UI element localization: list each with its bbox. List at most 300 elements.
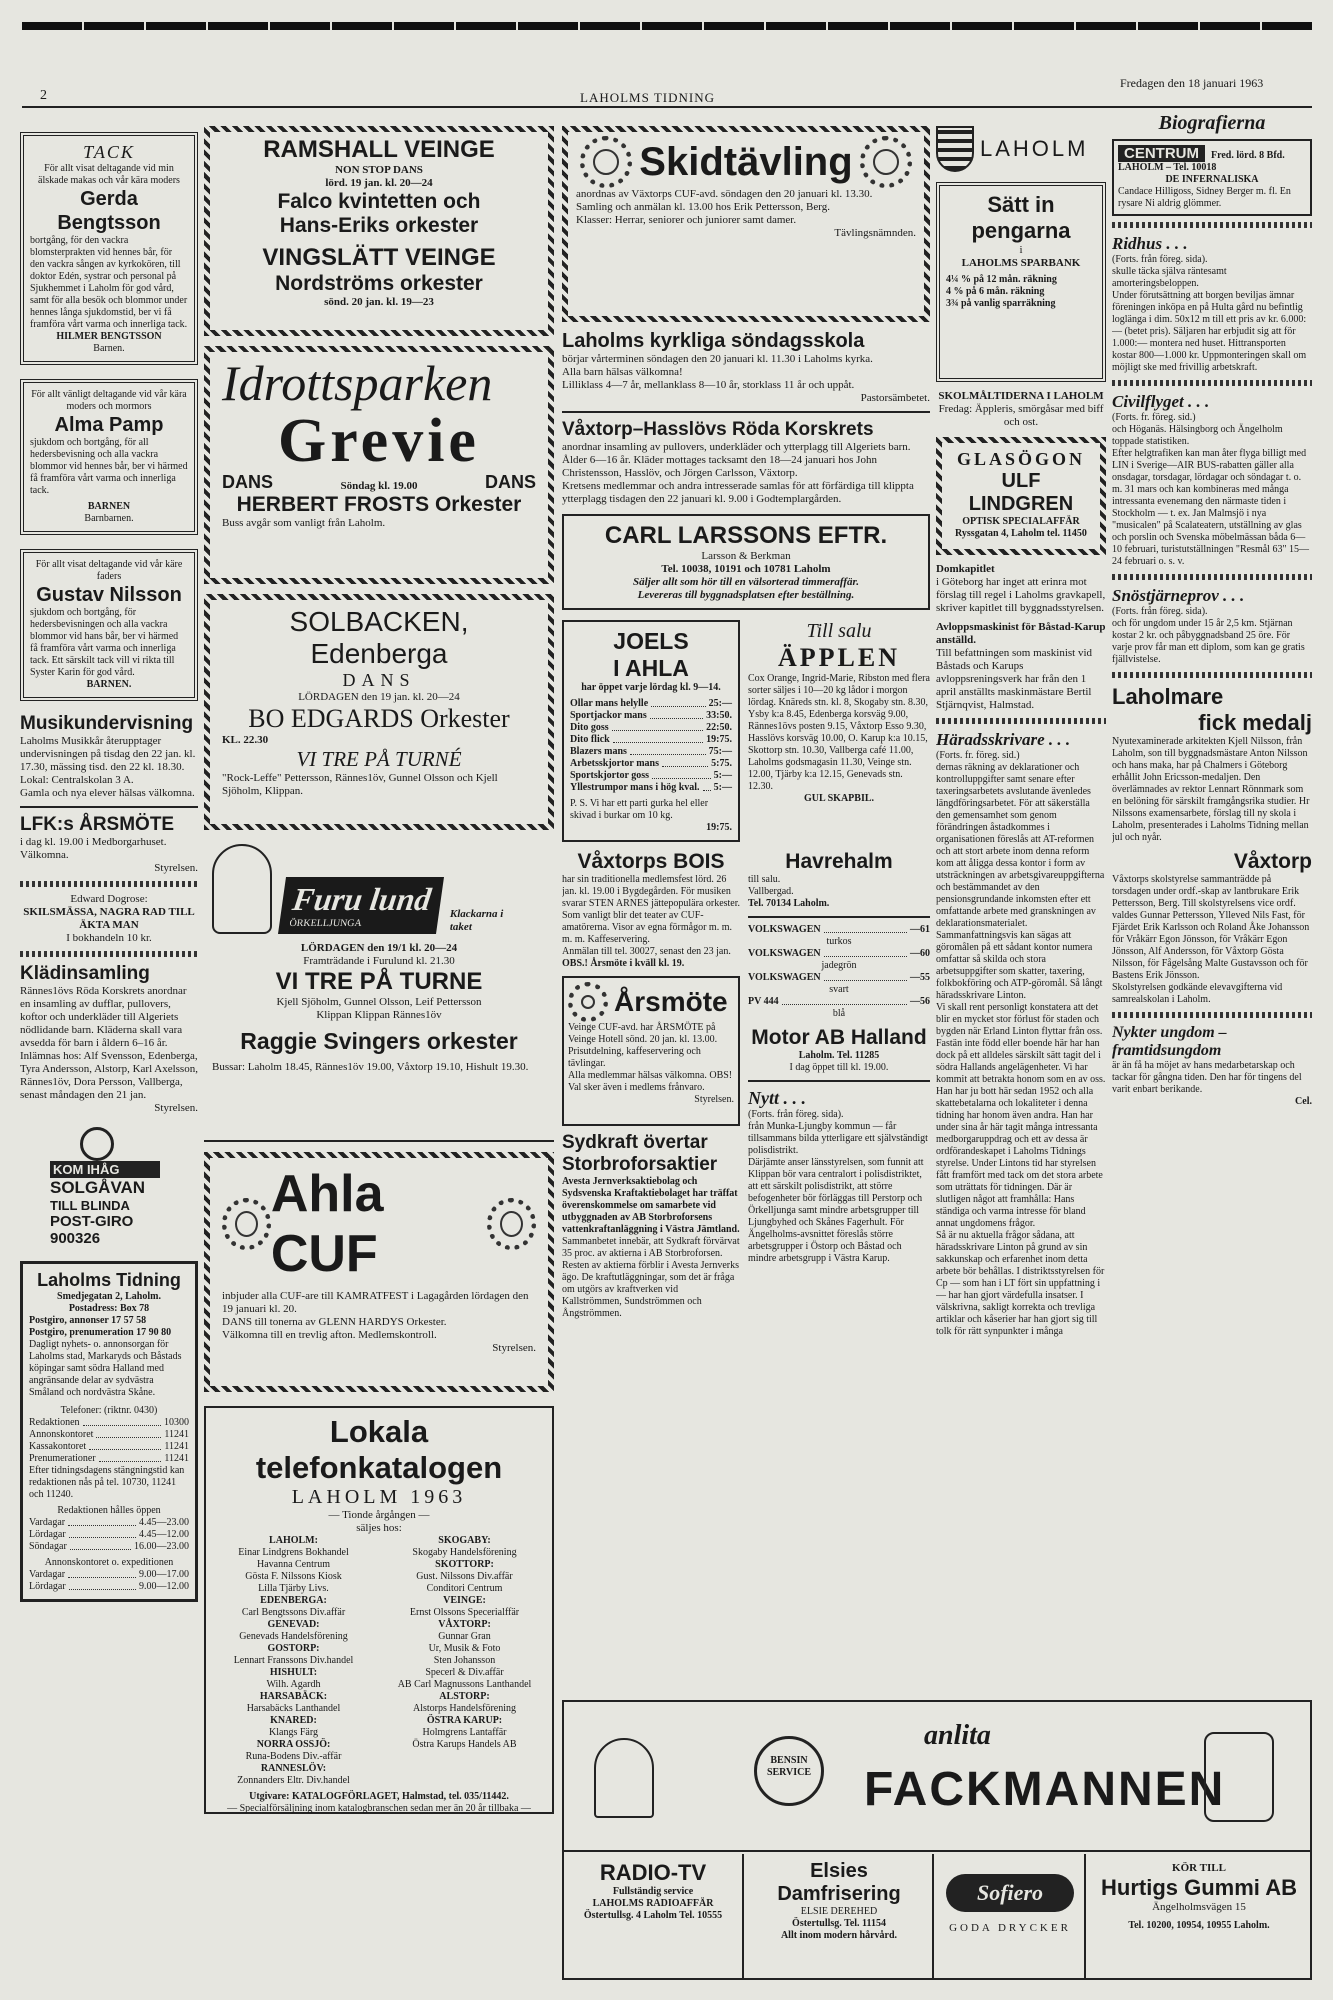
row-leader [69, 1589, 136, 1590]
bois-body-2: Som vanligt blir det teater av CUF-amatörerna. Visor av egna förmågor m. m. m. m. Kaffeservering. [562, 910, 732, 945]
row-label: Redaktionen [29, 1417, 80, 1428]
ramshall-nonstop: NON STOP DANS [335, 164, 423, 176]
avl-body: Till befattningen som maskinist vid Båstads och Karups avloppsreningsverk har från den 1 april anställts maskinmästare Bertil Stjärnqvist, Halmstad. [936, 647, 1093, 711]
hours-heading: Redaktionen hålles öppen [57, 1505, 161, 1516]
row-leader [96, 1437, 161, 1438]
ahla-title: Ahla CUF [270, 1165, 384, 1283]
ahla-body: inbjuder alla CUF-are till KAMRATFEST i Lagagården lördagen den 19 januari kl. 20. [222, 1290, 529, 1315]
bio-heading: Biografierna [1158, 112, 1266, 134]
centrum-cast: Candace Hilligoss, Sidney Berger m. fl. En rysare Ni aldrig glömmer. [1118, 186, 1291, 209]
rid-heading: Ridhus . . . [1112, 234, 1188, 253]
klad-body: Rännes1övs Röda Korskrets anordnar en insamling av dufflar, pullovers, koftor och underkläder till Algeriets nödlidande barn. Kläderna skall vara avsedda för barn i åldern 6–16 år. Inlämnas hos: Alf Svensson, Edenberga, Tyra Andersson, Alstorp, Karl Axelsson, Rännes1öv, Dora Persson, Vallberga, senast måndagen den 21 jan. [20, 985, 198, 1101]
row-label: Annonskontoret [29, 1429, 94, 1440]
hurtigs-phone: Tel. 10200, 10954, 10955 Laholm. [1128, 1920, 1270, 1931]
nytt-heading: Nytt . . . [748, 1088, 806, 1108]
dom-body: i Göteborg har inget att erinra mot förslag till regel i Laholms gravkapell, skriver kapitlet till byggnadsstyrelsen. [936, 576, 1106, 614]
seller-place: VEINGE: [443, 1595, 486, 1606]
sparbank-line-1: Sätt in [987, 192, 1055, 217]
list-row [570, 710, 732, 722]
lt-address: Smedjegatan 2, Laholm. [57, 1291, 161, 1302]
radio-tv-ad [564, 1854, 744, 1978]
row-value: 5:— [713, 770, 732, 781]
row-label: Kassakontoret [29, 1441, 87, 1452]
furulund-show-time: Framträdande i Furulund kl. 21.30 [303, 955, 455, 967]
nytt-continued: (Forts. från föreg. sida). [748, 1109, 844, 1120]
havrehalm-phone: Tel. 70134 Laholm. [748, 898, 830, 909]
solbacken-artists: "Rock-Leffe" Pettersson, Rännes1öv, Gunnel Olsson och Kjell Sjöholm, Klippan. [222, 772, 498, 797]
row-value: 5:— [713, 782, 732, 793]
havrehalm-heading: Havrehalm [785, 850, 893, 873]
elsies-ad [746, 1854, 934, 1978]
row-value: 10300 [164, 1417, 189, 1428]
joels-price-list [570, 698, 732, 794]
musik-body-2: Gamla och nya elever hälsas välkomna. [20, 787, 195, 799]
divider [20, 881, 198, 887]
sno-body: och för ungdom under 15 år 2,5 km. Stjärnan kostar 2 kr. och påbyggnadsband 25 öre. För varje prov får man ett diplom, som kan ge gratis fjällvistelse. [1112, 618, 1305, 665]
row-leader [703, 790, 711, 791]
joels-hours: har öppet varje lördag kl. 9—14. [581, 682, 721, 693]
bottom-ads [562, 1700, 1312, 1980]
arsmote-program: Prisutdelning, kaffeservering och tävlingar. [568, 1046, 701, 1069]
issue-date: Fredagen den 18 januari 1963 [1120, 76, 1264, 90]
laholm-logo [936, 126, 1106, 172]
seller-name: Einar Lindgrens Bokhandel [238, 1547, 349, 1558]
tack-notice-3 [20, 549, 198, 701]
ahla-signature: Styrelsen. [492, 1342, 536, 1354]
car-model: VOLKSWAGEN [748, 948, 821, 959]
seller-name: Lilla Tjärby Livs. [258, 1583, 329, 1594]
rate-item: 4 % på 6 mån. räkning [946, 286, 1045, 297]
elsies-title: Elsies [810, 1860, 868, 1882]
deceased-name: Alma Pamp [54, 414, 164, 436]
mechanic-illustration [594, 1738, 654, 1818]
ramshall-band-2: Hans-Eriks orkester [279, 214, 479, 237]
elsies-tagline: Allt inom modern hårvård. [780, 1930, 898, 1941]
seller-name: Holmgrens Lantaffär [422, 1727, 507, 1738]
car-color: blå [832, 1008, 846, 1019]
row-leader [650, 718, 703, 719]
divider [748, 1080, 930, 1082]
notice-intro: För allt visat deltagande vid min älskade makas och vår kära moders [38, 163, 180, 186]
seller-place: NORRA OSSJÖ: [256, 1739, 331, 1750]
hours-heading-2: Annonskontoret o. expeditionen [44, 1557, 174, 1568]
book-price: I bokhandeln 10 kr. [66, 932, 152, 944]
notice-body: sjukdom och bortgång, för all hedersbevisning och alla vackra blommor vid hennes bår, ber vi härmed få framföra vårt varma och innerliga tack. [30, 437, 188, 496]
sno-heading: Snöstjärneprov . . . [1112, 586, 1245, 605]
car-row [748, 972, 930, 984]
row-leader [70, 1549, 131, 1550]
row-label: Vardagar [29, 1517, 66, 1528]
rk-body: anordnar insamling av pullovers, underkläder och ytterplagg till Algeriets barn. Ålder 6—16 år. Kläder mottages tacksamt den 18—24 januari hos John Christensson, Hasslöv, och Jörgen Carlsson, Växtorp. [562, 441, 911, 479]
tillsalu-body: Cox Orange, Ingrid-Marie, Ribston med flera sorter säljes i 10—20 kg lådor i morgon lördag. Knäreds stn. kl. 8, Skogaby stn. 8.30, Ysby k:a 8.45, Edenberga korsväg 9.00, Rännes1övs posten 9.15, Våxtorp Esso 9.30, Hasslövs korsväg 10.00, O. Karup k:a 10.15, Skottorp stn. 10.30, Vallberga café 11.00, Laholms godsmagasin 11.30, Veinge stn. 12.00, Tjärby k:a 12.15, Genevads stn. 12.30. [748, 673, 930, 792]
seller-place: GOSTORP: [267, 1643, 320, 1654]
rk-heading: Våxtorp–Hasslövs Röda Korskrets [562, 419, 874, 440]
seller-place: HARSABÄCK: [259, 1691, 328, 1702]
divider [20, 951, 198, 957]
solbacken-title: SOLBACKEN, Edenberga [289, 606, 469, 669]
glas-address: Ryssgatan 4, Laholm tel. 11450 [955, 528, 1087, 539]
arsmote-welcome: Alla medlemmar hälsas välkomna. OBS! Val sker även i medlems frånvaro. [568, 1070, 733, 1093]
dans-right: DANS [484, 472, 536, 492]
furulund-time: LÖRDAGEN den 19/1 kl. 20—24 [300, 942, 458, 954]
list-row [570, 758, 732, 770]
car-year: —61 [910, 924, 930, 935]
row-value: 5:75. [711, 758, 732, 769]
lhm-body: Nyutexaminerade arkitekten Kjell Nilsson, från Laholm, son till byggnadsmästare Anton Nilsson och hans maka, har på Chalmers i Göteborg erhållit John Ericsson-medaljen. Den överlämnades av rektor Lennart Rönnmark som en belöning för särskilt framgångsrika studier. Hr Nilssons examensarbete, förslag till ny skola i Laholm, presenterades i Laholms Tidning mellan jul och nyår. [1112, 736, 1310, 843]
row-leader [651, 706, 706, 707]
musik-heading: Musikundervisning [20, 713, 194, 734]
row-value: 19:75. [706, 734, 732, 745]
row-label: Arbetsskjortor mans [570, 758, 659, 769]
centrum-phone: LAHOLM – Tel. 10018 [1118, 162, 1217, 173]
sellers-right [383, 1535, 546, 1787]
civ-body: och Höganäs. Hälsingborg och Ängelholm toppade statistiken. [1112, 424, 1283, 447]
cuf-emblem-icon [222, 1198, 271, 1250]
furulund-slogan: Klackarna i taket [449, 908, 504, 933]
kyrk-classes: Lilliklass 4—7 år, mellanklass 8—10 år, storklass 11 år och uppåt. [562, 379, 855, 391]
seller-name: Havanna Centrum [256, 1559, 331, 1570]
seller-place: GENEVAD: [267, 1619, 320, 1630]
hard-body-3: Så är nu aktuella frågor sådana, att häradsskrivare Linton på grund av sin sakkunskap och erfarenhet inom detta arbete bör behållas. I distriktsstyrelsen för Cp — som han i LT fört sin uppfattning i — har han gjort värdefulla insatser. I välskrivna, sakligt korrekta och trevliga artiklar och kåserier har han gjort sig till tolk för rätt synpunkter i många [936, 1230, 1105, 1337]
seller-place: ÖSTRA KARUP: [426, 1715, 503, 1726]
katalog-sellers [212, 1535, 546, 1787]
dom-heading: Domkapitlet [936, 563, 995, 575]
kyrk-body: börjar vårterminen söndagen den 20 januari kl. 11.30 i Laholms kyrka. [562, 353, 873, 365]
cuf-emblem-icon [580, 136, 632, 188]
divider [20, 806, 198, 808]
seller-name: Ur, Musik & Foto [428, 1643, 501, 1654]
civ-body-2: Efter helgtrafiken kan man åter flyga billigt med LIN i Sverige—AIR BUS-rabatten gäller alla onsdagar, torsdagar, lördagar och söndagar t. o. m. 31 mars och kan kombineras med många intressanta evenemang den närmaste tiden i Stockholm — t. ex. Jan Malmsjö i nya "musicalen" på Scalateatern, utställning av glas och porslin och Svenska möbelmässan båda 6—10 februari, turistutställningen "Resmål 63" 15—24 februari o. s. v. [1112, 448, 1310, 567]
elsies-address: Östertullsg. Tel. 11154 [792, 1918, 886, 1929]
row-leader [662, 766, 708, 767]
solbacken-ad [204, 594, 554, 830]
seller-name: Zonnanders Eltr. Div.handel [237, 1775, 350, 1786]
grevie-name: Grevie [278, 407, 480, 475]
grevie-bus: Buss avgår som vanligt från Laholm. [222, 517, 386, 529]
furulund-show: VI TRE PÅ TURNE [275, 968, 483, 995]
furulund-town: ÖRKELLJUNGA [288, 918, 363, 929]
seller-name: Specerl & Div.affär [425, 1667, 504, 1678]
car-color: jadegrön [821, 960, 857, 971]
tillsalu-heading: Till salu [806, 620, 872, 642]
car-row [748, 996, 930, 1008]
arsmote-ad [562, 976, 740, 1126]
arsmote-signature: Styrelsen. [694, 1094, 734, 1105]
vingslatt-title: VINGSLÄTT VEINGE [262, 244, 496, 271]
seller-place: EDENBERGA: [260, 1595, 327, 1606]
car-model: VOLKSWAGEN [748, 972, 821, 983]
barber-illustration [1204, 1732, 1274, 1822]
divider [936, 718, 1106, 724]
laholm-wordmark: LAHOLM [980, 136, 1089, 161]
seller-name: Harsabäcks Lanthandel [246, 1703, 341, 1714]
ahla-cuf-ad [204, 1152, 554, 1392]
seller-name: AB Carl Magnussons Lanthandel [397, 1679, 532, 1690]
divider [1112, 222, 1312, 228]
civ-heading: Civilflyget . . . [1112, 392, 1210, 411]
row-leader [68, 1525, 136, 1526]
joels-title: JOELS [613, 628, 689, 654]
seller-name: Klangs Färg [269, 1727, 318, 1738]
row-label: Blazers mans [570, 746, 627, 757]
row-leader [824, 980, 907, 981]
carl-delivery: Levereras till byggnadsplatsen efter beställning. [637, 589, 855, 601]
lt-postgiro-1: Postgiro, annonser 17 57 58 [29, 1315, 147, 1326]
row-value: 9.00—12.00 [139, 1581, 189, 1592]
ski-title: Skidtävling [639, 139, 853, 184]
row-value: 22:50. [706, 722, 732, 733]
fackmannen-ad [564, 1702, 1310, 1852]
row-label: Sportjackor mans [570, 710, 647, 721]
row-value: 33:50. [706, 710, 732, 721]
furulund-banner [212, 844, 546, 934]
seller-place: SKOTTORP: [435, 1559, 494, 1570]
musik-body: Laholms Musikkår återupptager undervisningen på tisdag den 22 jan. kl. 17.30, mässing tisd. den 22 kl. 18.30. Lokal: Centralskolan 3 A. [20, 735, 196, 786]
sofiero-tagline: GODA DRYCKER [949, 1922, 1071, 1934]
ski-classes: Klasser: Herrar, seniorer och juniorer samt damer. [576, 214, 797, 226]
kom-ihag: KOM IHÅG [50, 1161, 160, 1178]
carl-title: CARL LARSSONS EFTR. [604, 522, 888, 549]
elsies-owner: ELSIE DEREHED [800, 1906, 878, 1917]
glas-name: ULF LINDGREN [968, 470, 1074, 515]
list-row [570, 734, 732, 746]
row-label: Söndagar [29, 1541, 67, 1552]
furulund-towns: Klippan Klippan Rännes1öv [316, 1009, 442, 1021]
ramshall-title: RAMSHALL VEINGE [263, 136, 495, 163]
solgavan-ad [50, 1127, 160, 1247]
hours-list-2 [29, 1569, 189, 1593]
book-title: SKILSMÄSSA, NAGRA RAD TILL ÄKTA MAN [23, 906, 195, 931]
row-value: 9.00—17.00 [139, 1569, 189, 1580]
row-leader [69, 1537, 136, 1538]
rate-item: 3¾ på vanlig sparräkning [946, 298, 1056, 309]
grevie-idrottsparken: Idrottsparken [222, 355, 493, 411]
solbacken-dans: DANS [342, 670, 416, 690]
carl-larssons-ad [562, 514, 930, 610]
row-leader [630, 754, 706, 755]
bois-obs: OBS.! Årsmöte i kväll kl. 19. [562, 958, 685, 969]
kyrk-signature: Pastorsämbetet. [860, 392, 930, 404]
ramshall-time: lörd. 19 jan. kl. 20—24 [325, 177, 433, 189]
skol-heading: SKOLMÅLTIDERNA I LAHOLM [938, 390, 1104, 402]
motor-hours: I dag öppet till kl. 19.00. [789, 1062, 889, 1073]
row-label: Vardagar [29, 1569, 66, 1580]
furulund-ad [204, 840, 554, 1142]
furulund-bus: Bussar: Laholm 18.45, Rännes1öv 19.00, Våxtorp 19.10, Hishult 19.30. [212, 1061, 529, 1073]
joels-ps-price: 19:75. [706, 822, 732, 833]
column-3 [562, 112, 930, 1320]
cuf-emblem-icon [487, 1198, 536, 1250]
havrehalm-place: Vallbergad. [748, 886, 794, 897]
rate-list [946, 274, 1096, 310]
header-rule [22, 106, 1312, 108]
kyrk-heading: Laholms kyrkliga söndagsskola [562, 330, 865, 352]
bois-body: har sin traditionella medlemsfest lörd. 26 jan. kl. 19.00 i Bygdegården. För musiken svarar STEN ARNES jättepopulära orkester. [562, 874, 741, 909]
row-label: Dito flick [570, 734, 610, 745]
row-leader [824, 932, 907, 933]
radio-title: RADIO-TV [599, 1860, 707, 1885]
sparbank-line-2: pengarna [971, 218, 1071, 243]
seller-name: Lennart Franssons Div.handel [233, 1655, 354, 1666]
row-value: 4.45—23.00 [139, 1517, 189, 1528]
lt-postgiro-2: Postgiro, prenumeration 17 90 80 [29, 1327, 172, 1338]
elsies-sub: Damfrisering [777, 1883, 901, 1905]
list-row [29, 1569, 189, 1581]
bensin-service-text: BENSIN SERVICE [766, 1755, 812, 1778]
solbacken-showtime: KL. 22.30 [222, 734, 269, 746]
car-model: PV 444 [748, 996, 779, 1007]
list-row [29, 1581, 189, 1593]
katalog-tagline: — Specialförsäljning inom katalogbranschen sedan mer än 20 år tillbaka — [227, 1803, 531, 1814]
hours-list [29, 1517, 189, 1553]
row-leader [613, 742, 703, 743]
arsmote-banner [568, 982, 734, 1022]
divider [1112, 672, 1312, 678]
row-leader [68, 1577, 136, 1578]
vax-body-2: Skolstyrelsen godkände elevavgifterna vid samrealskolan i Laholm. [1112, 982, 1283, 1005]
ahla-welcome: Välkomna till en trevlig afton. Medlemskontroll. [222, 1329, 437, 1341]
solbacken-time: LÖRDAGEN den 19 jan. kl. 20—24 [298, 691, 460, 703]
notice-signature: BARNEN. [86, 679, 132, 690]
coat-of-arms-icon [936, 126, 974, 172]
rid-body: skulle täcka själva räntesamt amorteringsbeloppen. [1112, 266, 1227, 289]
lfk-body: i dag kl. 19.00 i Medborgarhuset. Välkomna. [20, 836, 167, 861]
notice-intro: För allt visat deltagande vid vår käre faders [35, 559, 183, 582]
vax-body: Våxtorps skolstyrelse sammanträdde på torsdagen under ordf.-skap av lantbrukare Erik Pettersson, Berg. Till skolstyrelsens vice ordf. valdes Gunnar Pettersson, Ylleved Nils Fast, för Fjärdet Erik Karlsson och Roland Åke Johansson för Vråkärr Egon Jönsson, för Vråkärr Egon Jönsson, Alf Andersson, för Våxtorp Gösta Nilsson, för Fågelsång Malte Gustavsson och för Bastens Erik Jönsson. [1112, 874, 1310, 981]
column-5 [1112, 112, 1312, 1108]
sparbank-ad [936, 182, 1106, 382]
seller-place: HISHULT: [269, 1667, 318, 1678]
glas-tagline: OPTISK SPECIALAFFÄR [962, 516, 1080, 527]
list-row [570, 782, 732, 794]
bois-heading: Våxtorps BOIS [577, 850, 725, 873]
car-model: VOLKSWAGEN [748, 924, 821, 935]
seller-name: Skogaby Handelsförening [412, 1547, 517, 1558]
car-year: —55 [910, 972, 930, 983]
seller-place: SKOGABY: [438, 1535, 491, 1546]
sydkraft-body: Sammanbetet innebär, att Sydkraft förvärvat 35 proc. av aktierna i AB Storbroforsen. Resten av aktierna förblir i Avesta Jernverks ägo. De kraftutläggningar, som det är fråga om utgörs av kraftverken vid Kallströmmen, Sundströmmen och Ångströmmen. [562, 1236, 740, 1319]
page-number: 2 [40, 88, 47, 103]
row-leader [652, 778, 711, 779]
seller-name: Gust. Nilssons Div.affär [416, 1571, 513, 1582]
tillsalu-product: ÄPPLEN [778, 643, 900, 672]
lt-description: Dagligt nyhets- o. annonsorgan för Laholms stad, Markaryds och Båstads köpingar samt södra Halland med angränsande delar av sydvästra Småland och nordvästra Skåne. [29, 1339, 182, 1398]
row-value: 11241 [164, 1429, 189, 1440]
klad-heading: Klädinsamling [20, 963, 150, 984]
row-label: Prenumerationer [29, 1453, 96, 1464]
sun-icon [80, 1127, 114, 1161]
row-leader [99, 1461, 162, 1462]
radio-address: Östertullsg. 4 Laholm Tel. 10555 [583, 1910, 723, 1921]
row-label: Dito goss [570, 722, 609, 733]
sparbank-line-3: i [1019, 244, 1023, 256]
lt-after-hours: Efter tidningsdagens stängningstid kan redaktionen nås på tel. 10730, 11241 och 11240. [29, 1465, 185, 1500]
katalog-year: LAHOLM 1963 [291, 1486, 467, 1508]
ski-gathering: Samling och anmälan kl. 13.00 hos Erik Pettersson, Berg. [576, 201, 830, 213]
divider [1112, 380, 1312, 386]
row-label: Ollar mans helylle [570, 698, 649, 709]
radio-service: Fullständig service [612, 1886, 694, 1897]
row-value: 75:— [708, 746, 732, 757]
sofiero-ad [936, 1854, 1086, 1978]
divider [1112, 574, 1312, 580]
furulund-name: Furu lund [290, 881, 434, 917]
grevie-ad [204, 346, 554, 584]
hard-body-2: Vi skall rent personligt konstatera att det blir en mycket stor förlust för staden och bygden när Erland Linton flyttar från oss. Fastän inte född eller boende här har han dock på ett alldeles särskilt sätt tagit del i södra Hallands angelägenheter. Vi har kommit att betrakta honom som en av oss. Han har ju bott här sedan 1952 och alla skattebetalarna och lokaliteter i denna tidning har honom även andra. Han har under sina år här tagit många intressanta medborgaruppdrag och ett av dessa är ordförandeskapet i Laholms Tidnings styrelse. Under Lintons tid har styrelsen fått framfört med tack om det stora arbete som uträttats för tidningen. Där är slutligen något att framhålla: Hans ständiga och varma intresse för bland annat ungdomens frågor. [936, 1002, 1106, 1229]
tack-notice-1 [20, 132, 198, 365]
sno-continued: (Forts. från föreg. sida). [1112, 606, 1208, 617]
katalog-publisher: Utgivare: KATALOGFÖRLAGET, Halmstad, tel. 035/11442. [249, 1791, 509, 1802]
row-label: Sportskjortor goss [570, 770, 649, 781]
grevie-time: Söndag kl. 19.00 [340, 480, 418, 492]
car-year: —60 [910, 948, 930, 959]
split-section-2 [562, 850, 930, 1320]
vax-heading: Våxtorp [1233, 850, 1312, 873]
sparbank-name: LAHOLMS SPARBANK [961, 257, 1081, 269]
list-row [570, 746, 732, 758]
divider [748, 916, 930, 918]
till-blinda: TILL BLINDA [50, 1198, 130, 1213]
rid-continued: (Forts. från föreg. sida). [1112, 254, 1208, 265]
klad-signature: Styrelsen. [154, 1102, 198, 1114]
seller-name: Genevads Handelsförening [239, 1631, 348, 1642]
row-label: Lördagar [29, 1581, 66, 1592]
sydkraft-lead: Avesta Jernverksaktiebolag och Sydsvenska Kraftaktiebolaget har träffat överenskommelse om samarbete vid utbyggnaden av AB Storbroforsens vattenkraftanläggning i Västra Jämtland. [562, 1176, 740, 1235]
lt-postbox: Postadress: Box 78 [68, 1303, 150, 1314]
cuf-emblem-icon [860, 136, 912, 188]
tillsalu-ad [748, 620, 930, 842]
hard-body: dernas räkning av deklarationer och kontrolluppgifter samt senare efter taxeringsarbetets avslutande ävenledes längdföringsarbetet. För att säkerställa den gemensamhet som genom förändringen åstadkommes i organisationen föreslås att AT-reformen och att stort arbete inom denna reform kom att åligga dessa kontor i form av utsträckningen av arbetsgivareuppgifterna och bestämmandet av den pensionsgrundande inkomsten efter ett omfattande arbete med granskningen av deklarationsmaterialet. Sammanfattningsvis kan sägas att göromålen på ett sådant kontor numera omfattar så skilda och stora arbetsuppgifter som skatter, taxering, folkbokföring och ATP-göromål. Så långt häradsskrivare Linton. [936, 762, 1105, 1001]
lt-masthead [20, 1261, 198, 1602]
hard-continued: (Forts. fr. föreg. sid.) [936, 750, 1020, 761]
katalog-edition: — Tionde årgången — [328, 1509, 430, 1521]
solgavan: SOLGÅVAN [50, 1178, 146, 1197]
lt-heading: Laholms Tidning [37, 1270, 181, 1290]
list-row [29, 1517, 189, 1529]
notice-intro: För allt vänligt deltagande vid vår kära moders och mormors [31, 389, 187, 412]
ski-banner [576, 136, 916, 188]
ski-body: anordnas av Växtorps CUF-avd. söndagen den 20 januari kl. 13.30. [576, 188, 873, 200]
top-border-stripe [22, 22, 1312, 30]
row-value: 16.00—23.00 [134, 1541, 189, 1552]
rid-body-2: Under förutsättning att borgen beviljas ämnar föreningen inköpa en på Hulta gård nu befintlig loglänga i dim. 50x12 m till ett pris av kr. 6.000:— (betet pris). Säljaren har erbjudit sig att för 1.000:— montera ned huset. Hittransporten kostar 800—1.000 kr. Uppmonteringen skall om möjligt ske med frivillig arbetskraft. [1112, 290, 1307, 373]
anlita: anlita [924, 1720, 991, 1751]
notice-body: bortgång, för den vackra blomsterprakten vid hennes bår, för den vackra sången av kyrkokören, till doktor Edén, systrar och personal på Sjukhemmet i Laholm för god vård, samt för alla besök och blommor under hennes långa sjukdomstid, ber vi få framföra vårt varma och innerliga tack. [30, 235, 188, 330]
seller-place: RANNESLÖV: [260, 1763, 327, 1774]
hurtigs-name: Hurtigs Gummi AB [1101, 1875, 1297, 1900]
book-author: Edward Dogrose: [70, 893, 148, 905]
ahla-band: DANS till tonerna av GLENN HARDYS Orkester. [222, 1316, 447, 1328]
tel-list [29, 1417, 189, 1465]
katalog-sold-at: säljes hos: [356, 1522, 402, 1534]
lfk-heading: LFK:s ÅRSMÖTE [20, 814, 175, 835]
arsmote-body: Veinge CUF-avd. har ÅRSMÖTE på Veinge Hotell sönd. 20 jan. kl. 13.00. [568, 1022, 718, 1045]
solbacken-show: VI TRE PÅ TURNÉ [296, 747, 462, 771]
seller-name: Runa-Bodens Div.-affär [245, 1751, 342, 1762]
list-row [29, 1453, 189, 1465]
glas-heading: GLASÖGON [956, 449, 1086, 469]
car-year: —56 [910, 996, 930, 1007]
nyk-heading: Nykter ungdom – framtidsungdom [1112, 1024, 1227, 1059]
seller-name: Ernst Olssons Specerialffär [409, 1607, 520, 1618]
row-label: Lördagar [29, 1529, 66, 1540]
joels-ad [562, 620, 740, 842]
glasogon-ad [936, 437, 1106, 555]
centrum-showtime: Fred. lörd. 8 Bfd. [1211, 150, 1285, 161]
divider [1112, 1012, 1312, 1018]
tel-heading: Telefoner: (riktnr. 0430) [60, 1405, 158, 1416]
rate-item: 4¼ % på 12 mån. räkning [946, 274, 1057, 285]
